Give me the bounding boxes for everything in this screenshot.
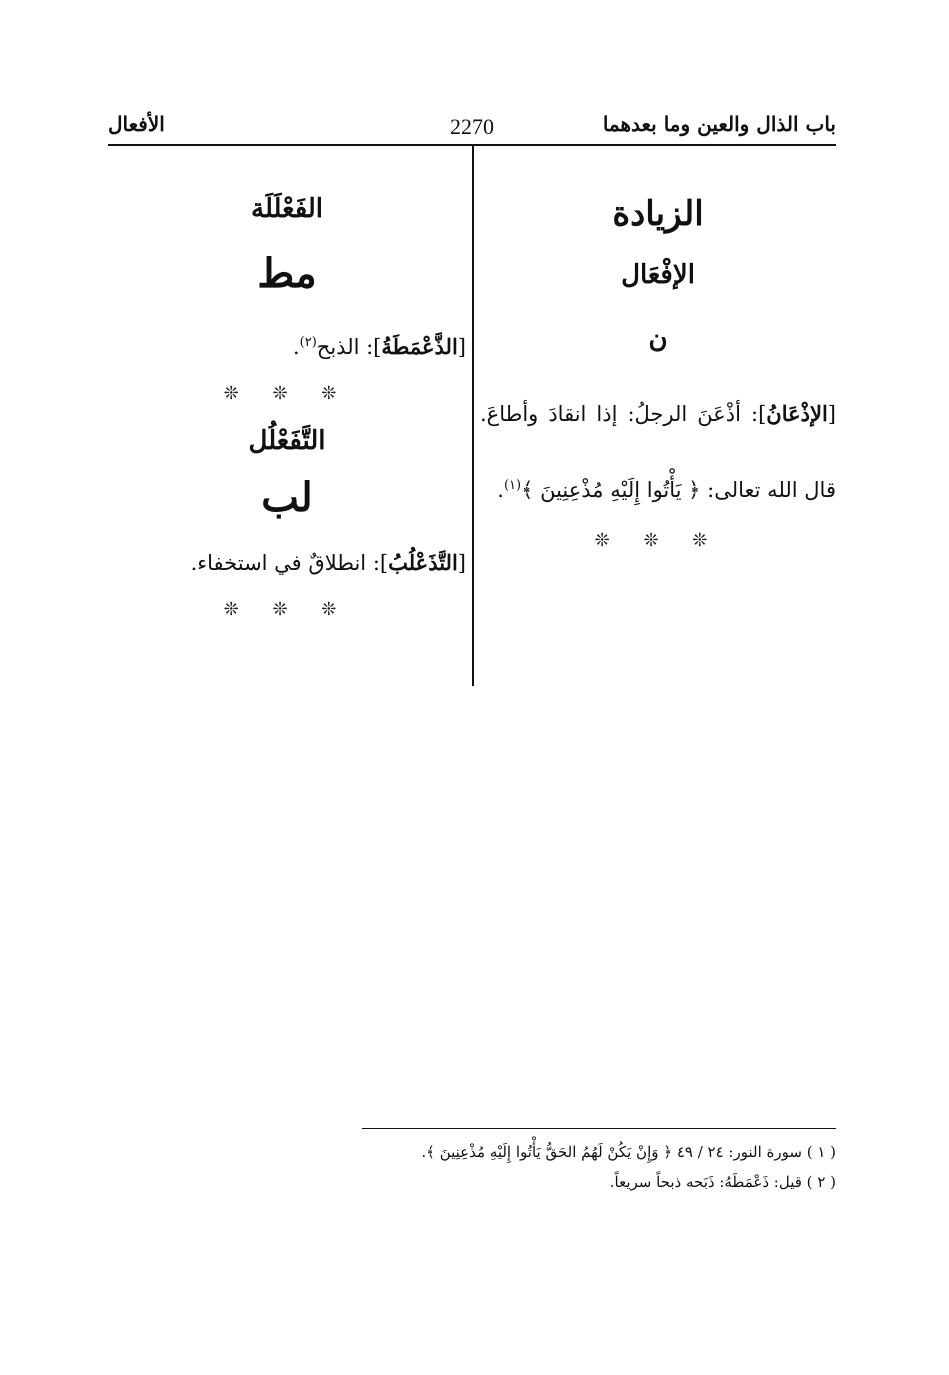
footnotes: [362, 1137, 836, 1197]
section-separator: ❊ ❊ ❊: [223, 599, 351, 620]
entry-tadha-lub: [التَّذَعْلُبُ]: انطلاقٌ في استخفاء.: [190, 550, 466, 575]
entry-text: انطلاقٌ في استخفاء.: [190, 551, 367, 575]
footnote-2: ( ٢ ) قيل: ذَعْمَطَهُ: ذَبَحه ذبحاً سريعاً.: [609, 1173, 836, 1191]
footnote-1: ( ١ ) سورة النور: ٢٤ / ٤٩ ﴿ وَإِنْ يَكُنْ لَهُمُ الحَقُّ يَأْتُوا إِلَيْهِ مُذْعِنِينَ ﴾.: [421, 1143, 836, 1161]
section-separator: ❊ ❊ ❊: [594, 530, 722, 551]
left-heading-2: التَّفَعْلُل: [248, 426, 326, 456]
section-title: الأفعال: [108, 112, 165, 136]
entry-text: الذبح: [316, 335, 360, 359]
left-column: [108, 180, 466, 620]
footnote-ref: (١): [503, 478, 522, 493]
entry-text: أذْعَنَ الرجلُ: إذا انقادَ وأطاعَ. قال الله تعالى: ﴿ يَأْتُوا إِلَيْهِ مُذْعِنِينَ ﴾: [480, 402, 836, 502]
column-divider: [472, 146, 474, 686]
section-separator: ❊ ❊ ❊: [223, 383, 351, 404]
right-heading: الزيادة: [612, 194, 704, 234]
footnote-ref: (٢): [299, 335, 317, 350]
left-heading-1: الفَعْلَلَة: [251, 194, 323, 224]
left-root-1: مط: [257, 250, 317, 297]
entry-dha-mata: [الذَّعْمَطَةُ]: الذبح$^{(٢)}$.: [292, 334, 466, 359]
running-header: [108, 110, 836, 144]
right-root: ن: [648, 324, 668, 354]
left-root-2: لب: [261, 474, 313, 521]
entry-term: الذَّعْمَطَةُ: [381, 334, 458, 359]
right-column: [480, 180, 836, 551]
chapter-title: باب الذال والعين وما بعدهما: [602, 112, 836, 136]
page-number: 2270: [450, 114, 494, 139]
entry-term: التَّذَعْلُبُ: [388, 550, 458, 575]
right-subheading: الإفْعَال: [621, 260, 695, 290]
entry-idh-an: [الإذْعَانُ]: أذْعَنَ الرجلُ: إذا انقادَ وأطاعَ. قال الله تعالى: ﴿ يَأْتُوا إِلَيْهِ مُذْعِنِينَ ﴾$^{(١)}$.: [480, 401, 836, 502]
entry-term: الإذْعَانُ: [766, 401, 828, 426]
footnote-rule: [362, 1128, 836, 1129]
